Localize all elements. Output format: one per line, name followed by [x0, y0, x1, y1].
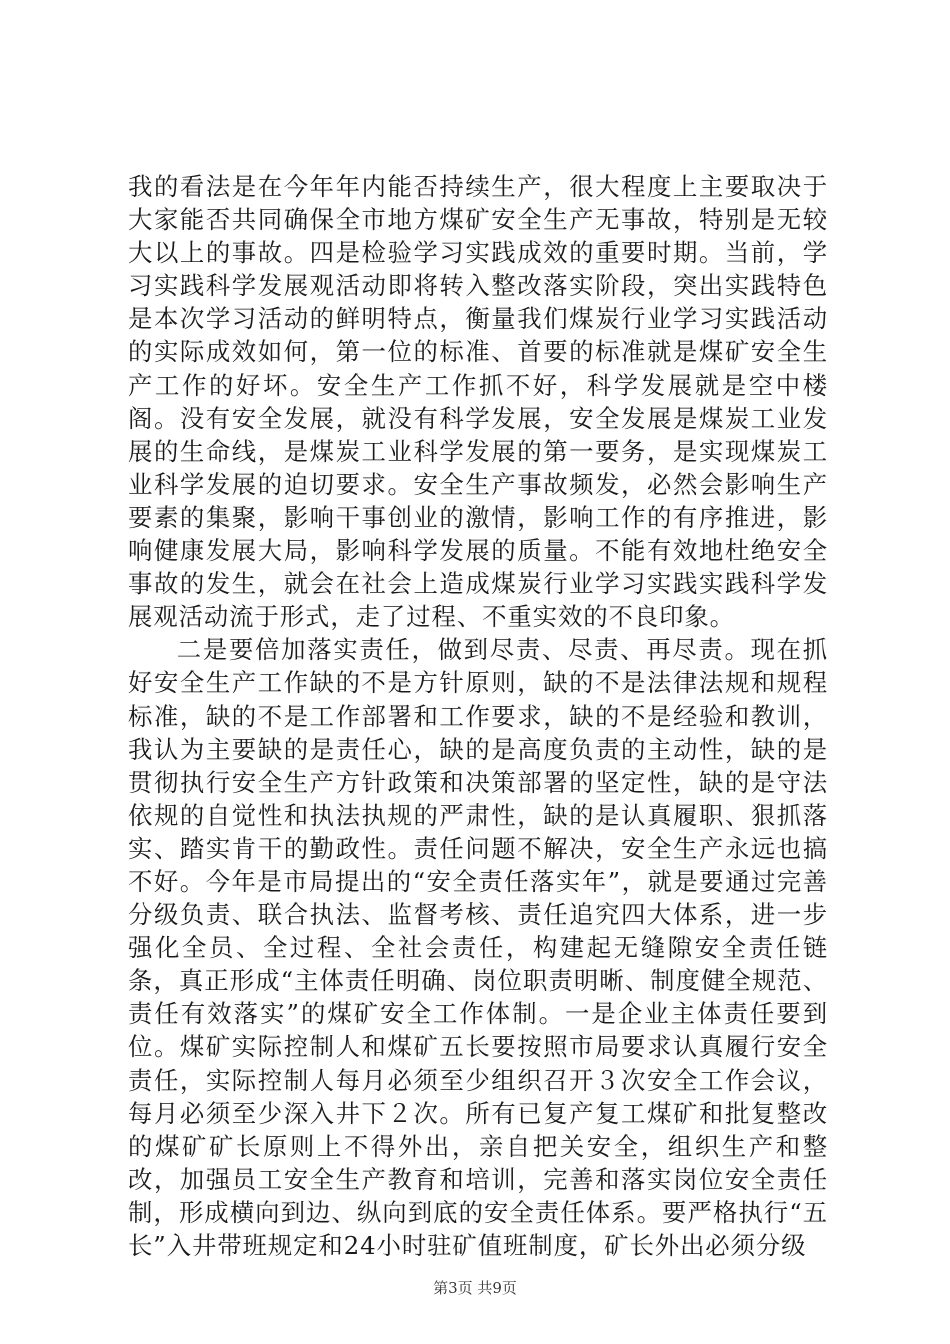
- document-body: [128, 170, 828, 1262]
- paragraph-1: 我的看法是在今年年内能否持续生产，很大程度上主要取决于大家能否共同确保全市地方煤矿安全生产无事故，特别是无较大以上的事故。四是检验学习实践成效的重要时期。当前，学习实践科学发展观活动即将转入整改落实阶段，突出实践特色是本次学习活动的鲜明特点，衡量我们煤炭行业学习实践活动的实际成效如何，第一位的标准、首要的标准就是煤矿安全生产工作的好坏。安全生产工作抓不好，科学发展就是空中楼阁。没有安全发展，就没有科学发展，安全发展是煤炭工业发展的生命线，是煤炭工业科学发展的第一要务，是实现煤炭工业科学发展的迫切要求。安全生产事故频发，必然会影响生产要素的集聚，影响干事创业的激情，影响工作的有序推进，影响健康发展大局，影响科学发展的质量。不能有效地杜绝安全事故的发生，就会在社会上造成煤炭行业学习实践实践科学发展观活动流于形式，走了过程、不重实效的不良印象。: [128, 172, 828, 632]
- page-number-footer: 第3页 共9页: [433, 1279, 517, 1297]
- paragraph-2: 二是要倍加落实责任，做到尽责、尽责、再尽责。现在抓好安全生产工作缺的不是方针原则，缺的不是法律法规和规程标准，缺的不是工作部署和工作要求，缺的不是经验和教训，我认为主要缺的是责任心，缺的是高度负责的主动性，缺的是贯彻执行安全生产方针政策和决策部署的坚定性，缺的是守法依规的自觉性和执法执规的严肃性，缺的是认真履职、狠抓落实、踏实肯干的勤政性。责任问题不解决，安全生产永远也搞不好。今年是市局提出的“安全责任落实年”，就是要通过完善分级负责、联合执法、监督考核、责任追究四大体系，进一步强化全员、全过程、全社会责任，构建起无缝隙安全责任链条，真正形成“主体责任明确、岗位职责明晰、制度健全规范、责任有效落实”的煤矿安全工作体制。一是企业主体责任要到位。煤矿实际控制人和煤矿五长要按照市局要求认真履行安全责任，实际控制人每月必须至少组织召开３次安全工作会议，每月必须至少深入井下２次。所有已复产复工煤矿和批复整改的煤矿矿长原则上不得外出，亲自把关安全，组织生产和整改，加强员工安全生产教育和培训，完善和落实岗位安全责任制，形成横向到边、纵向到底的安全责任体系。要严格执行“五长”入井带班规定和24小时驻矿值班制度，矿长外出必须分级: [128, 635, 828, 1260]
